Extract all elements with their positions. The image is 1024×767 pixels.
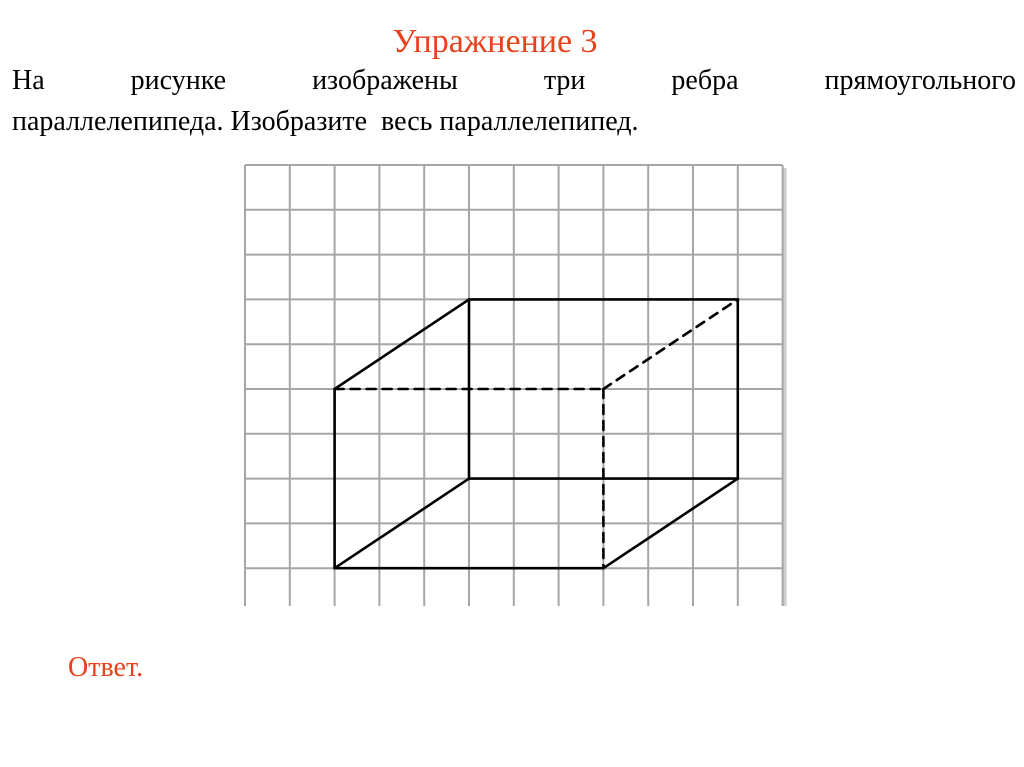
task-word: На (12, 65, 45, 96)
grid-paper (245, 165, 787, 606)
task-text-line-2: параллелепипеда. Изобразите весь параллелепипед. (12, 106, 639, 137)
task-word: прямоугольного (824, 65, 1016, 96)
slide-title: Упражнение 3 (392, 23, 598, 60)
task-word: ребра (671, 65, 739, 96)
task-word: рисунке (130, 65, 227, 96)
task-text (12, 60, 1016, 142)
task-word: три (543, 65, 586, 96)
task-word: изображены (312, 65, 458, 96)
task-text-line-1 (12, 60, 1016, 101)
answer-label: Ответ. (68, 652, 144, 683)
parallelepiped-diagram (236, 156, 792, 606)
